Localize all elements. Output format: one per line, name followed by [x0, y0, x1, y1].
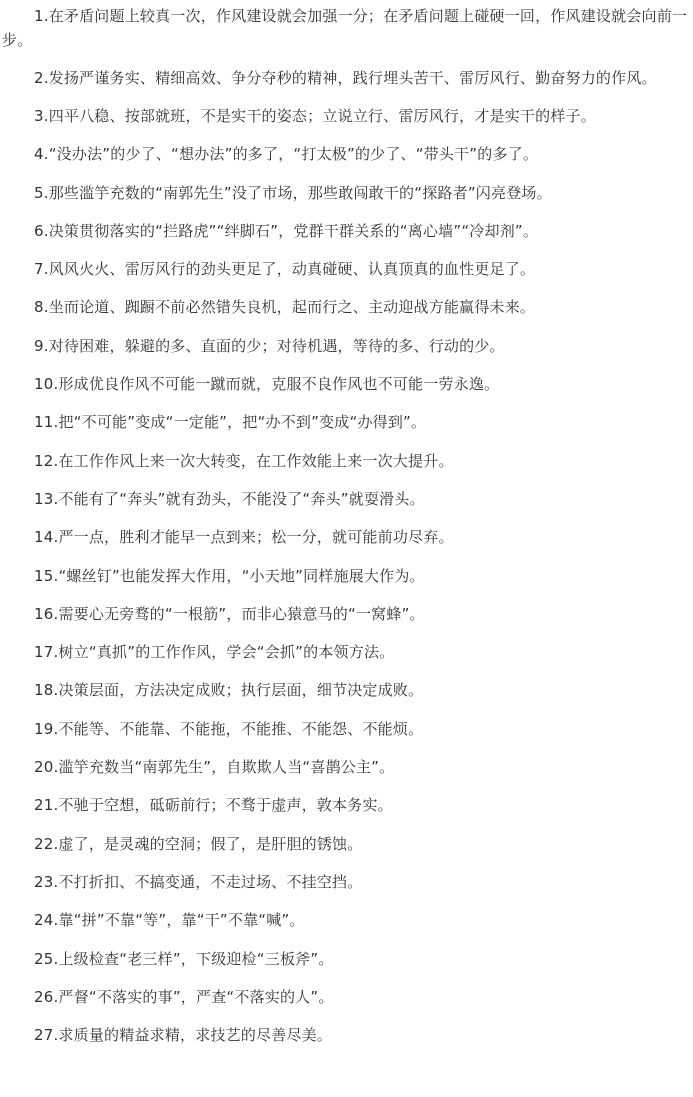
- paragraph-2: 2.发扬严谨务实、精细高效、争分夺秒的精神，践行埋头苦干、雷厉风行、勤奋努力的作风。: [34, 69, 657, 87]
- paragraph-22: 22.虚了，是灵魂的空洞；假了，是肝胆的锈蚀。: [34, 834, 363, 853]
- paragraph-27: 27.求质量的精益求精，求技艺的尽善尽美。: [34, 1026, 333, 1045]
- paragraph-23: 23.不打折扣、不搞变通，不走过场、不挂空挡。: [34, 872, 363, 891]
- paragraph-1: 1.在矛盾问题上较真一次，作风建设就会加强一分；在矛盾问题上碰硬一回，作风建设就会向前一步。: [2, 7, 688, 49]
- paragraph-10: 10.形成优良作风不可能一蹴而就，克服不良作风也不可能一劳永逸。: [34, 375, 500, 394]
- paragraph-16: 16.需要心无旁骛的“一根筋”，而非心猿意马的“一窝蜂”。: [34, 604, 425, 623]
- paragraph-19: 19.不能等、不能靠、不能拖，不能推、不能怨、不能烦。: [34, 719, 424, 738]
- paragraph-11: 11.把“不可能”变成“一定能”，把“办不到”变成“办得到”。: [34, 413, 427, 432]
- sentence-list: [2, 104, 691, 1047]
- paragraph-8: 8.坐而论道、踟蹰不前必然错失良机，起而行之、主动迎战方能赢得未来。: [34, 298, 536, 317]
- paragraph-4: 4.“没办法”的少了、“想办法”的多了，“打太极”的少了、“带头干”的多了。: [34, 145, 539, 164]
- paragraph-25: 25.上级检查“老三样”，下级迎检“三板斧”。: [34, 949, 334, 968]
- paragraph-6: 6.决策贯彻落实的“拦路虎”“绊脚石”，党群干群关系的“离心墙”“冷却剂”。: [34, 221, 539, 240]
- paragraph-15: 15.“螺丝钉”也能发挥大作用，“小天地”同样施展大作为。: [34, 566, 425, 585]
- paragraph-12: 12.在工作作风上来一次大转变，在工作效能上来一次大提升。: [34, 451, 454, 470]
- paragraph-20: 20.滥竽充数当“南郭先生”，自欺欺人当“喜鹊公主”。: [34, 758, 395, 777]
- paragraph-7: 7.风风火火、雷厉风行的劲头更足了，动真碰硬、认真顶真的血性更足了。: [34, 260, 536, 279]
- paragraph-3: 3.四平八稳、按部就班，不是实干的姿态；立说立行、雷厉风行，才是实干的样子。: [34, 107, 596, 125]
- paragraph-13: 13.不能有了“奔头”就有劲头，不能没了“奔头”就耍滑头。: [34, 489, 425, 508]
- paragraph-21: 21.不驰于空想，砥砺前行；不骛于虚声，敦本务实。: [34, 796, 393, 815]
- paragraph-18: 18.决策层面，方法决定成败；执行层面，细节决定成败。: [34, 681, 424, 700]
- paragraph-5: 5.那些滥竽充数的“南郭先生”没了市场，那些敢闯敢干的“探路者”闪亮登场。: [34, 183, 552, 202]
- paragraph-17: 17.树立“真抓”的工作作风，学会“会抓”的本领方法。: [34, 643, 395, 662]
- paragraph-24: 24.靠“拼”不靠“等”，靠“干”不靠“喊”。: [34, 911, 305, 930]
- paragraph-9: 9.对待困难，躲避的多、直面的少；对待机遇，等待的多、行动的少。: [34, 336, 505, 355]
- paragraph-26: 26.严督“不落实的事”，严查“不落实的人”。: [34, 987, 334, 1006]
- paragraph-14: 14.严一点，胜利才能早一点到来；松一分，就可能前功尽弃。: [34, 528, 454, 547]
